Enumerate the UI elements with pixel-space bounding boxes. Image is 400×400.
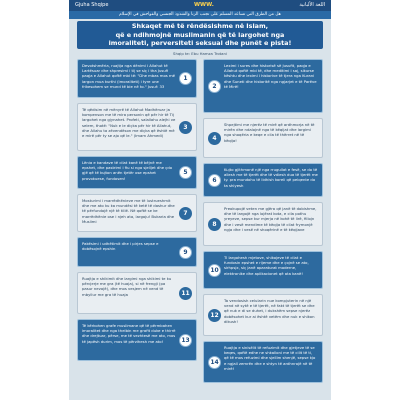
card-text: Mosturimi i marrëdhënieve me të lustrueshmit dhe me ato ku ka mundësi të ketë të dashur dhe të përfundojë një të tillë. Në qoftë se ke marrëdhënie ose i njeh ata, largoju! Bukaria dhe Muslimi xyxy=(82,198,175,224)
card-3 xyxy=(77,103,197,151)
card-text: Shpejtimi me njerëz të mirë që ardhmorja në të mirën dhe ndalojnë nga të këqijat dhe largimi nga shoqëria e keqe e cila të thërret në të këqija! xyxy=(224,122,315,143)
left-column xyxy=(77,59,197,366)
card-6 xyxy=(203,163,323,197)
number-badge: 7 xyxy=(179,207,192,220)
arabic-language-label: اللغة الألبانية xyxy=(299,2,325,8)
card-text: Të qëdisim në mënyrë të Allahut Madhëruar ja kompenson me të mira personin që për hir të Tij largohet nga gjynahet. Profeti, salallahu alejhi ve selem, thotë: "Nuk e le diçka për hir të Allahut, dhe Allahu ta zëvendëson me diçka që është më e mirë për ty se ajo që le." (Imam Ahmedi) xyxy=(82,107,176,139)
card-12 xyxy=(203,294,323,336)
card-text: Të kërkohen grafe muslimane që të përmbahen imoralitet dhe nga thelbin me grafit duke e thirrë dhe drejtuar, përse, me të vezhtesë me ato, mos të japësh durim, mos të përzihesh me ato! xyxy=(82,323,176,344)
language-label: Gjuha Shqipe xyxy=(75,2,109,8)
card-text: Devotshmëria, ruajtja nga dënimi i Allahut të Lartësuar dhe shpresimi i tij se siç i tha Jusufi paqja e Allahut qoftë mbi të: "Dhe mbas mos më largon mua kurthi (imoraliteti) i tyre une frikesohem se mund të bie në to." Jusuf: 33 xyxy=(82,63,176,89)
site-logo[interactable]: WWW. xyxy=(193,1,214,8)
card-1 xyxy=(77,59,197,98)
number-badge: 8 xyxy=(208,218,221,231)
card-14 xyxy=(203,341,323,383)
title-line-2: që e ndihmojnë muslimanin që të largohet nga xyxy=(115,30,285,39)
card-11 xyxy=(77,272,197,314)
right-column xyxy=(203,59,323,388)
card-8 xyxy=(203,202,323,246)
number-badge: 14 xyxy=(208,356,221,369)
number-badge: 13 xyxy=(179,334,192,347)
card-4 xyxy=(203,118,323,158)
card-text: Lënia e kandave të cilat kanë të bëjnë me epshet, dhe pastrimi i fiu si nga sjelljet dhe çdo gjë që të kujton anën tjetër ose epshet provokuese, fundosen! xyxy=(82,160,173,181)
number-badge: 5 xyxy=(179,166,192,179)
number-badge: 1 xyxy=(179,72,192,85)
author-credit: Shqip te: Ebu Hamza Trotani xyxy=(173,51,227,56)
page-title xyxy=(77,21,323,49)
poster xyxy=(69,0,331,400)
title-line-1: Shkaqet më të rëndësishme në Islam, xyxy=(131,22,269,31)
number-badge: 4 xyxy=(208,132,221,145)
card-9 xyxy=(77,237,197,267)
top-bar xyxy=(69,0,331,11)
card-7 xyxy=(77,194,197,232)
number-badge: 11 xyxy=(179,287,192,300)
card-2 xyxy=(203,59,323,113)
card-10 xyxy=(203,251,323,289)
number-badge: 9 xyxy=(179,246,192,259)
card-text: Ti largohesh mjetove, shikojeve të cilat e fundosin epshet e rijeme dhe e çojnë se ato, sirhpsjx, siç janë aparaturat moderne, elektronike dhe aplikacionet që ata kanë! xyxy=(224,255,309,276)
number-badge: 6 xyxy=(208,174,221,187)
number-badge: 12 xyxy=(208,309,221,322)
title-line-3: imoraliteti, perversiteti seksual dhe punët e pista! xyxy=(108,39,292,48)
card-text: Ruajtja e sinisëlit të refuzimit dhe gjetjeve të se keqes, qoftë edhe ne shkalloni me të cilit të ti, që të mos refuzimi dhe sjellim shenjë, sepse kjo e ngjall zemrën dhe e shtyn të ardhnrojë në të mirë! xyxy=(224,345,316,371)
card-text: Preokupojë veten me gjëra që janë të dobishme, dhe të largojë nga lojërat kota, e cila pothu yreyeve, sepse kur mjerja në kohë të lirë, fillojn dhe i vesë mendime të këqija të cilat frymonjë ngja dhe i vesë në shoqërinë e të këqijave xyxy=(224,206,317,232)
number-badge: 10 xyxy=(208,264,221,277)
arabic-subtitle: هل من الطرق التي تساعد المسلم على تجنب الزنا والشذوذ الجنسي والفواحش في الإسلام xyxy=(69,11,331,19)
card-5 xyxy=(77,156,197,189)
card-text: Pakësimi i udhëtimit dhe i pirjes sepse e dobësojnë epshin xyxy=(82,241,159,252)
card-text: Leximi i sures dhe historisë së Jusufit, paqja e Allahut qoftë mbi të, dhe meditimi i saj, sikurse kështu dhe leximi i historive të tjera nga Kurani dhe Suneti dhe historitë nga ngjarjet e të Parëve të Mirë! xyxy=(224,63,317,89)
card-13 xyxy=(77,319,197,361)
number-badge: 3 xyxy=(179,121,192,134)
number-badge: 2 xyxy=(208,80,221,93)
card-text: Ruajtja e shikimit dhe largimi nga shikimi te ku përcjerje me gra (të huaja), si në frengji (pa pasur nevojë), dhe mos vesjem në vend të mbyllur me gra të huaja xyxy=(82,276,172,297)
card-text: Kujto gjithmonë një nga rrugullat e fesë, se do të allesh me të tjerët dhe të vdiesh dua të tjerët me ty. pra mundohu të lidhish koreli që pelqente do ta shlyesh xyxy=(224,167,318,188)
card-text: Ta vendosish celularin nue kompjuterin në një vend në sytë e të tjerët, në fakt të tjerët se dhe që nuk e di se duhet, i dukshëm sepse njerëz dobësohet kur ai është vetëm dhe nuk e shikon dikush! xyxy=(224,298,315,324)
